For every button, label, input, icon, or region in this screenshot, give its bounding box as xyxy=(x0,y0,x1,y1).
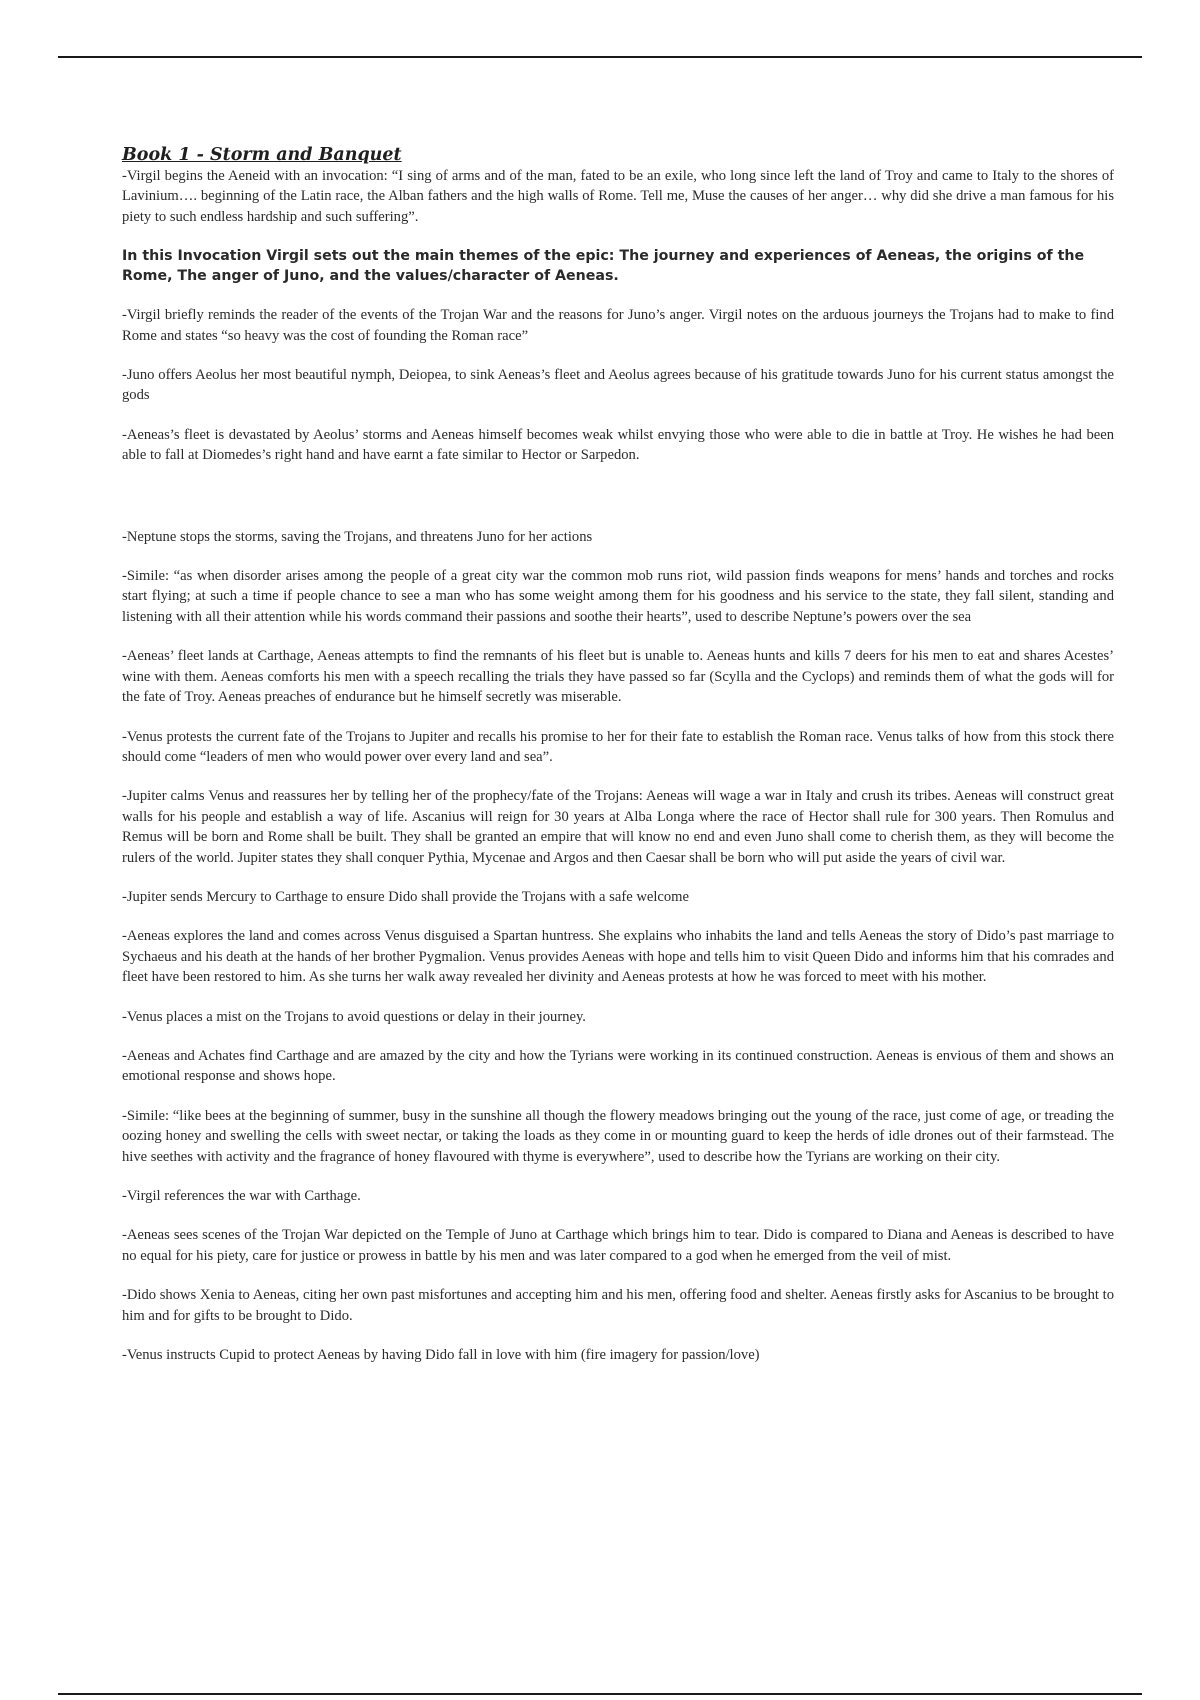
paragraph: -Virgil references the war with Carthage. xyxy=(122,1188,361,1204)
paragraph: -Dido shows Xenia to Aeneas, citing her own past misfortunes and accepting him and his men, offering food and shelter. Aeneas firstly asks for Ascanius to be brought to him and for gifts to be brought to Dido. xyxy=(122,1287,1114,1324)
paragraph: -Juno offers Aeolus her most beautiful nymph, Deiopea, to sink Aeneas’s fleet and Aeolus agrees because of his gratitude towards Juno for his current status amongst the gods xyxy=(122,367,1114,404)
themes-statement: In this Invocation Virgil sets out the main themes of the epic: The journey and experiences of Aeneas, the origins of the Rome, The anger of Juno, and the values/character of Aeneas. xyxy=(122,248,1085,285)
intro-paragraph: -Virgil begins the Aeneid with an invocation: “I sing of arms and of the man, fated to be an exile, who long since left the land of Troy and came to Italy to the shores of Lavinium…. beginning of the Latin race, the Alban fathers and the high walls of Rome. Tell me, Muse the causes of her anger… why did she drive a man famous for his piety to such endless hardship and such suffering”. xyxy=(122,168,1114,225)
paragraph: -Jupiter sends Mercury to Carthage to ensure Dido shall provide the Trojans with a safe welcome xyxy=(122,888,689,905)
paragraph: -Jupiter calms Venus and reassures her by telling her of the prophecy/fate of the Trojans: Aeneas will wage a war in Italy and crush its tribes. Aeneas will construct great walls for his people and establish a way of life. Ascanius will reign for 30 years at Alba Longa where the race of Hector shall rule for 300 years. Then Romulus and Remus will be born and Rome shall be built. They shall be granted an empire that will know no end and even Juno shall come to cherish them, as they will become the rulers of the world. Jupiter states they shall conquer Pythia, Mycenae and Argos and then Caesar shall be born who will put aside the years of civil war. xyxy=(122,788,1114,866)
paragraph: -Neptune stops the storms, saving the Trojans, and threatens Juno for her actions xyxy=(122,528,593,545)
paragraph: -Aeneas sees scenes of the Trojan War depicted on the Temple of Juno at Carthage which brings him to tear. Dido is compared to Diana and Aeneas is described to have no equal for his piety, care for justice or prowess in battle by his men and was later compared to a god when he emerged from the veil of mist. xyxy=(122,1227,1114,1264)
paragraph: -Aeneas’ fleet lands at Carthage, Aeneas attempts to find the remnants of his fleet but is unable to. Aeneas hunts and kills 7 deers for his men to eat and shares Acestes’ wine with them. Aeneas comforts his men with a speech recalling the trials they have passed so far (Scylla and the Cyclops) and reminds them of what the gods will for the fate of Troy. Aeneas preaches of endurance but he himself secretly was miserable. xyxy=(122,648,1114,706)
bottom-rule xyxy=(58,1693,1142,1695)
page-title: Book 1 - Storm and Banquet xyxy=(122,145,402,165)
document-body xyxy=(122,144,1114,1384)
paragraph: -Aeneas explores the land and comes across Venus disguised a Spartan huntress. She explains who inhabits the land and tells Aeneas the story of Dido’s past marriage to Sychaeus and his death at the hands of her brother Pygmalion. Venus provides Aeneas with hope and tells him to visit Queen Dido and informs him that his comrades and fleet have been restored to him. As she turns her walk away revealed her divinity and Aeneas protests at how he was forced to meet with his mother. xyxy=(122,928,1114,986)
paragraph: -Aeneas’s fleet is devastated by Aeolus’ storms and Aeneas himself becomes weak whilst envying those who were able to die in battle at Troy. He wishes he had been able to fall at Diomedes’s right hand and have earnt a fate similar to Hector or Sarpedon. xyxy=(122,426,1114,464)
paragraph: -Aeneas and Achates find Carthage and are amazed by the city and how the Tyrians were working in its continued construction. Aeneas is envious of them and shows an emotional response and shows hope. xyxy=(122,1047,1114,1085)
paragraph: -Venus protests the current fate of the Trojans to Jupiter and recalls his promise to her for their fate to establish the Roman race. Venus talks of how from this stock there should come “leaders of men who would power over every land and sea”. xyxy=(122,728,1114,765)
paragraph: -Simile: “as when disorder arises among the people of a great city war the common mob runs riot, wild passion finds weapons for mens’ hands and torches and rocks start flying; at such a time if people chance to see a man who has some weight among them for his goodness and his service to the state, they fall silent, standing and listening with all their attention while his words command their passions and soothe their hearts”, used to describe Neptune’s powers over the sea xyxy=(122,568,1114,625)
paragraph: -Venus places a mist on the Trojans to avoid questions or delay in their journey. xyxy=(122,1008,586,1025)
paragraph: -Virgil briefly reminds the reader of the events of the Trojan War and the reasons for Juno’s anger. Virgil notes on the arduous journeys the Trojans had to make to find Rome and states “so heavy was the cost of founding the Roman race” xyxy=(122,307,1114,344)
paragraph: -Simile: “like bees at the beginning of summer, busy in the sunshine all though the flowery meadows bringing out the young of the race, just come of age, or treading the oozing honey and swelling the cells with sweet nectar, or taking the loads as they come in or mounting guard to keep the herds of idle drones out of their farmstead. The hive seethes with activity and the fragrance of honey flavoured with thyme is everywhere”, used to describe how the Tyrians are working on their city. xyxy=(122,1107,1114,1165)
top-rule xyxy=(58,56,1142,58)
spacer xyxy=(122,485,1114,527)
paragraph: -Venus instructs Cupid to protect Aeneas by having Dido fall in love with him (fire imagery for passion/love) xyxy=(122,1347,760,1364)
